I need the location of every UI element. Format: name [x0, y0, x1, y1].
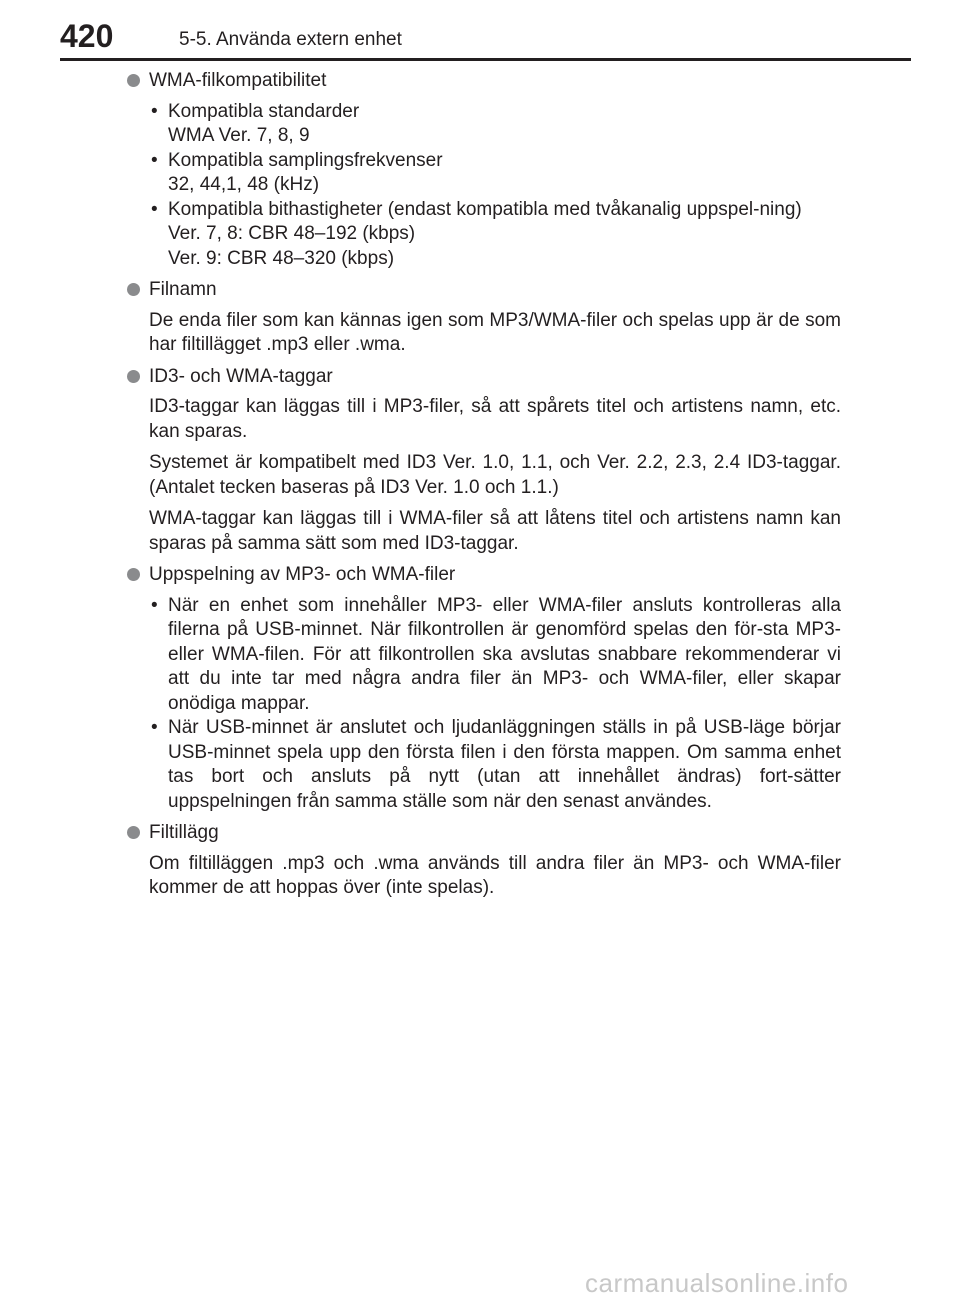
circle-bullet-icon: [127, 826, 140, 839]
paragraph: ID3-taggar kan läggas till i MP3-filer, så att spårets titel och artistens namn, etc. kan sparas.: [149, 396, 841, 442]
sub-item: [149, 716, 841, 814]
list-item: [127, 821, 841, 901]
dot-bullet-icon: •: [151, 149, 158, 171]
list-item: [127, 563, 841, 814]
dot-bullet-icon: •: [151, 717, 158, 738]
sub-item-line: Ver. 7, 8: CBR 48–192 (kbps): [168, 223, 416, 244]
dot-bullet-icon: •: [151, 198, 158, 220]
item-title: ID3- och WMA-taggar: [149, 365, 333, 387]
sub-item-text: Kompatibla standarder: [168, 100, 360, 122]
item-title: Filtillägg: [149, 822, 219, 843]
page-content: [127, 69, 841, 908]
item-title: WMA-filkompatibilitet: [149, 70, 327, 91]
list-item: [127, 278, 841, 358]
sub-list: [149, 100, 841, 272]
section-title: 5-5. Använda extern enhet: [179, 29, 402, 50]
dot-bullet-icon: •: [151, 100, 158, 122]
sub-item: [149, 198, 841, 272]
sub-item-text: Kompatibla bithastigheter (endast kompatibla med tvåkanalig uppspel-ning): [168, 198, 802, 220]
footer-watermark: carmanualsonline.info: [585, 1268, 849, 1298]
sub-item: [149, 100, 841, 149]
sub-list: [149, 594, 841, 815]
sub-item-line: 32, 44,1, 48 (kHz): [168, 174, 320, 195]
circle-bullet-icon: [127, 568, 140, 581]
sub-item-text: När USB-minnet är anslutet och ljudanläggningen ställs in på USB-läge börjar USB-minnet spela upp den första filen i den första mappen. Om samma enhet tas bort och ansluts på nytt (utan att innehållet ändras) fort-sätter uppspelningen från samma ställe som när den senast användes.: [168, 717, 841, 812]
page-number: 420: [60, 18, 114, 54]
circle-bullet-icon: [127, 370, 140, 383]
sub-item-line: WMA Ver. 7, 8, 9: [168, 125, 310, 146]
paragraph: Systemet är kompatibelt med ID3 Ver. 1.0, 1.1, och Ver. 2.2, 2.3, 2.4 ID3-taggar. (Antalet tecken baseras på ID3 Ver. 1.0 och 1.1.): [149, 452, 841, 498]
page-header: [0, 18, 960, 58]
sub-item-text: Kompatibla samplingsfrekvenser: [168, 149, 443, 171]
sub-item-text: När en enhet som innehåller MP3- eller WMA-filer ansluts kontrolleras alla filerna på USB-minnet. När filkontrollen är genomförd spelas den för-sta MP3- eller WMA-filen. För att filkontrollen ska avslutas snabbare rekommenderar vi att du inte tar med några andra filer än MP3- och WMA-filer, eller skapar onödiga mappar.: [168, 594, 841, 714]
item-title: Filnamn: [149, 279, 217, 300]
sub-item: [149, 594, 841, 717]
sub-item-line: Ver. 9: CBR 48–320 (kbps): [168, 247, 395, 269]
sub-item: [149, 149, 841, 198]
circle-bullet-icon: [127, 283, 140, 296]
dot-bullet-icon: •: [151, 594, 158, 616]
circle-bullet-icon: [127, 74, 140, 87]
header-rule: [60, 58, 911, 61]
list-item: [127, 69, 841, 271]
paragraph: WMA-taggar kan läggas till i WMA-filer så att låtens titel och artistens namn kan sparas på samma sätt som med ID3-taggar.: [149, 508, 841, 554]
item-title: Uppspelning av MP3- och WMA-filer: [149, 564, 456, 585]
paragraph: Om filtilläggen .mp3 och .wma används till andra filer än MP3- och WMA-filer kommer de att hoppas över (inte spelas).: [149, 852, 841, 898]
paragraph: De enda filer som kan kännas igen som MP3/WMA-filer och spelas upp är de som har filtillägget .mp3 eller .wma.: [149, 309, 841, 355]
list-item: [127, 365, 841, 557]
